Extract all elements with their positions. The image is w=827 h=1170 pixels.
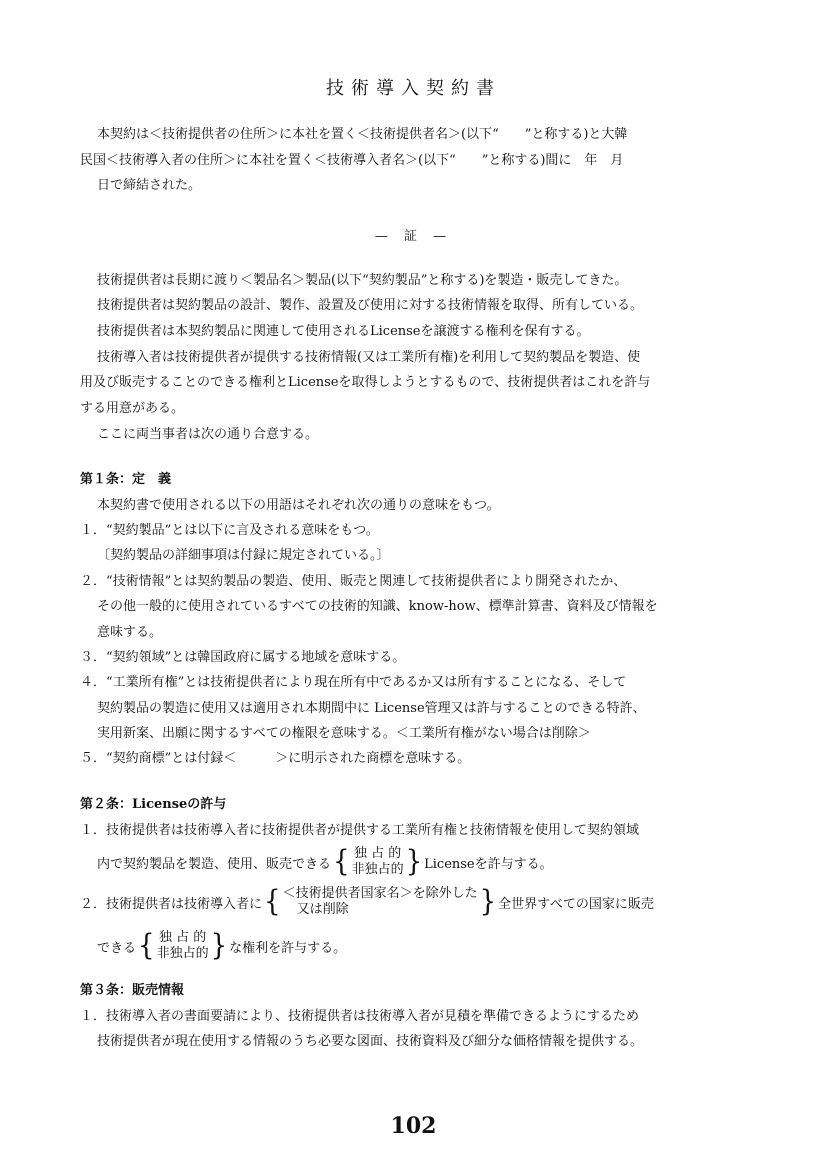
article-2-item-1-line-2 (97, 846, 553, 878)
choice-exclusive: 独 占 的 (353, 846, 402, 861)
recital-line-5: 用及び販売することのできる権利とLicenseを取得しようとするもので、技術提供者はこれを許与 (80, 375, 651, 390)
article-2-item-2-line-1 (80, 886, 654, 918)
preamble-line-1: 本契約は＜技術提供者の住所＞に本社を置く＜技術提供者名＞(以下“ ”と称する)と大韓 (97, 127, 628, 142)
right-brace: } (210, 929, 228, 963)
article-1-line: 意味する。 (97, 625, 163, 640)
article-1-heading: 第１条：定 義 (80, 472, 172, 487)
witness-heading: — 証 — (374, 229, 453, 244)
clause-text: 内で契約製品を製造、使用、販売できる (97, 856, 332, 872)
document-title: 技術導入契約書 (326, 78, 501, 99)
left-brace: { (264, 885, 281, 919)
recital-line-6: する用意がある。 (80, 401, 185, 416)
territory-choice (283, 886, 478, 918)
recital-line-2: 技術提供者は契約製品の設計、製作、設置及び使用に対する技術情報を取得、所有している。 (97, 298, 644, 313)
choice-delete: 又は削除 (296, 902, 349, 917)
choice-exclusive: 独 占 的 (158, 930, 207, 945)
article-1-line: 契約製品の製造に使用又は適用され本期間中に License管理又は許与することのできる特許、 (97, 701, 646, 716)
article-1-line: ４．“工業所有権”とは技術提供者により現在所有中であるか又は所有することになる、そして (80, 675, 627, 690)
article-1-intro: 本契約書で使用される以下の用語はそれぞれ次の通りの意味をもつ。 (97, 498, 500, 513)
clause-text: な権利を許与する。 (229, 940, 347, 956)
recital-line-1: 技術提供者は長期に渡り＜製品名＞製品(以下“契約製品”と称する)を製造・販売してきた。 (97, 273, 628, 288)
article-3-line: 技術提供者が現在使用する情報のうち必要な図面、技術資料及び細分な価格情報を提供する。 (97, 1034, 644, 1049)
article-2-heading: 第２条：Licenseの許与 (80, 797, 227, 812)
exclusivity-choice (157, 930, 209, 962)
clause-text: Licenseを許与する。 (424, 856, 553, 872)
article-1-line: 実用新案、出願に関するすべての権限を意味する。＜工業所有権がない場合は削除＞ (97, 726, 591, 741)
article-1-line: ５．“契約商標”とは付録＜ ＞に明示された商標を意味する。 (80, 751, 471, 766)
clause-text: できる (97, 940, 137, 956)
article-1-line: 〔契約製品の詳細事項は付録に規定されている。〕 (97, 548, 390, 563)
article-3-heading: 第３条：販売情報 (80, 983, 185, 998)
preamble-line-3: 日で締結された。 (97, 178, 202, 193)
clause-text: 全世界すべての国家に販売 (498, 896, 654, 912)
article-1-line: １．“契約製品”とは以下に言及される意味をもつ。 (80, 523, 379, 538)
article-1-line: その他一般的に使用されているすべての技術的知識、know-how、標準計算書、資料及び情報を (97, 599, 658, 614)
choice-non-exclusive: 非独占的 (351, 862, 404, 877)
left-brace: { (138, 929, 155, 963)
page-number: 102 (390, 1113, 437, 1139)
article-3-line: １．技術導入者の書面要請により、技術提供者は技術導入者が見積を準備できるようにするため (80, 1009, 640, 1024)
exclusivity-choice (352, 846, 404, 878)
preamble-line-2: 民国＜技術導入者の住所＞に本社を置く＜技術導入者名＞(以下“ ”と称する)間に 年 月 (80, 153, 624, 168)
article-1-line: ２．“技術情報”とは契約製品の製造、使用、販売と関連して技術提供者により開発されたか、 (80, 574, 627, 589)
article-1-line: ３．“契約領域”とは韓国政府に属する地域を意味する。 (80, 650, 406, 665)
recital-line-7: ここに両当事者は次の通り合意する。 (97, 427, 319, 442)
clause-text: ２．技術提供者は技術導入者に (80, 896, 263, 912)
right-brace: } (479, 885, 497, 919)
choice-non-exclusive: 非独占的 (156, 946, 209, 961)
article-2-item-1-line-1: １．技術提供者は技術導入者に技術提供者が提供する工業所有権と技術情報を使用して契約領域 (80, 823, 640, 838)
article-2-item-2-line-2 (97, 930, 346, 962)
choice-exclude-country: ＜技術提供者国家名＞を除外した (282, 886, 478, 901)
recital-line-3: 技術提供者は本契約製品に関連して使用されるLicenseを譲渡する権利を保有する。 (97, 324, 590, 339)
recital-line-4: 技術導入者は技術提供者が提供する技術情報(又は工業所有権)を利用して契約製品を製造、使 (97, 350, 641, 365)
left-brace: { (333, 845, 350, 879)
right-brace: } (405, 845, 423, 879)
